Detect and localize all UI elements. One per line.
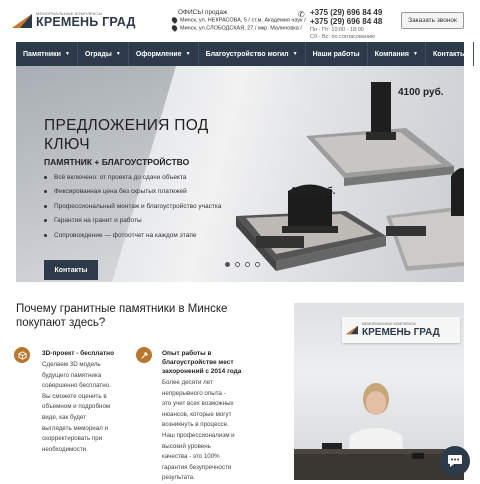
- title-line: благоустройстве мест: [162, 358, 241, 367]
- hero-contacts-button[interactable]: Контакты: [44, 260, 98, 280]
- hero-benefits-list: [44, 170, 221, 243]
- nav-item-decoration[interactable]: Оформление ▼: [129, 42, 199, 66]
- text-line: результата.: [162, 473, 235, 484]
- location-pin-icon: [171, 24, 179, 32]
- text-line: нюансов, которые могут: [162, 410, 235, 421]
- text-line: скорректировать при: [42, 434, 111, 445]
- text-line: непрерывного опыта -: [162, 389, 235, 400]
- why-title-line-2: покупают здесь?: [16, 317, 227, 331]
- text-line: гарантия безупречности: [162, 463, 235, 474]
- chat-button[interactable]: [440, 446, 470, 476]
- phone-2[interactable]: +375 (29) 696 84 48: [310, 17, 382, 26]
- nav-item-fences[interactable]: Ограды ▼: [78, 42, 129, 66]
- location-pin-icon: [171, 16, 179, 24]
- phone-1[interactable]: +375 (29) 696 84 49: [310, 8, 382, 17]
- text-line: виде, как будет: [42, 413, 111, 424]
- chevron-down-icon: ▼: [293, 51, 298, 57]
- text-line: совершенно бесплатно.: [42, 381, 111, 392]
- slider-dot-4[interactable]: [255, 262, 260, 267]
- feature-2-title: [162, 349, 241, 376]
- why-title-line-1: Почему гранитные памятники в Минске: [16, 303, 227, 317]
- chevron-down-icon: ▼: [116, 51, 121, 57]
- nav-item-company[interactable]: Компания ▼: [368, 42, 426, 66]
- phone-icon: ✆: [298, 10, 305, 19]
- text-line: Наш профессионализм и: [162, 431, 235, 442]
- shovel-icon: [136, 347, 152, 363]
- hero-monuments-image: [236, 66, 464, 282]
- search-icon: [474, 50, 480, 59]
- text-line: Более десяти лет: [162, 378, 235, 389]
- text-line: будущего памятника: [42, 371, 111, 382]
- slider-dot-1[interactable]: [225, 262, 230, 267]
- office-photo: [294, 303, 464, 480]
- address-2: Минск, ул.СЛОБОДСКАЯ, 27 / мкр. Малиновка /: [172, 25, 302, 31]
- nav-item-contacts[interactable]: Контакты: [426, 42, 474, 66]
- list-item: Профессиональный монтаж и благоустройство участка: [44, 199, 221, 214]
- feature-2-text: [162, 378, 235, 484]
- cube-icon: [14, 347, 30, 363]
- text-line: возникнуть в процессе.: [162, 420, 235, 431]
- logo-subtitle: МЕМОРИАЛЬНЫЕ КОМПЛЕКСЫ: [36, 11, 102, 16]
- person-image: [294, 303, 464, 480]
- main-nav: [16, 42, 464, 66]
- text-line: Вы сможете оценить в: [42, 392, 111, 403]
- hero-title-line-1: ПРЕДЛОЖЕНИЯ ПОД: [44, 116, 209, 135]
- title-line: Опыт работы в: [162, 349, 241, 358]
- address-1: Минск, ул. НЕКРАСОВА, 5 / ст.м. Академия наук /: [172, 17, 306, 23]
- list-item: Фиксированная цена без скрытых платежей: [44, 185, 221, 200]
- offices-title: ОФИСЫ продаж: [178, 9, 227, 16]
- feature-1-title: 3D-проект - бесплатно: [42, 349, 114, 358]
- chevron-down-icon: ▼: [413, 51, 418, 57]
- price-label-2: 4700 руб.: [290, 186, 336, 197]
- list-item: Гарантия на гранит и работы: [44, 214, 221, 229]
- text-line: Сделаем 3D модель: [42, 360, 111, 371]
- logo-text[interactable]: КРЕМЕНЬ ГРАД: [36, 15, 136, 29]
- text-line: высокий уровень: [162, 442, 235, 453]
- logo-icon[interactable]: [12, 14, 32, 28]
- why-section-title: [16, 303, 227, 330]
- chat-bubble-icon: [447, 454, 463, 468]
- text-line: это учет всех возможных: [162, 399, 235, 410]
- hero-slider: [16, 66, 464, 282]
- photo-sign-text: КРЕМЕНЬ ГРАД: [362, 327, 440, 338]
- hero-title-line-2: КЛЮЧ: [44, 135, 209, 154]
- nav-item-monuments[interactable]: Памятники ▼: [16, 42, 78, 66]
- text-line: качества - это 100%: [162, 452, 235, 463]
- feature-1-text: [42, 360, 111, 455]
- hours-weekdays: Пн - Пт: 10:00 - 18:00: [310, 27, 364, 33]
- hero-title: [44, 116, 209, 154]
- slider-pagination: [225, 262, 260, 267]
- hero-subtitle: ПАМЯТНИК + БЛАГОУСТРОЙСТВО: [44, 157, 189, 167]
- site-header: [0, 0, 480, 40]
- slider-dot-2[interactable]: [235, 262, 240, 267]
- photo-sign-subtitle: МЕМОРИАЛЬНЫЕ КОМПЛЕКСЫ: [362, 322, 416, 326]
- nav-item-works[interactable]: Наши работы: [306, 42, 368, 66]
- list-item: Сопровождение — фотоотчет на каждом этапе: [44, 228, 221, 243]
- nav-item-landscaping[interactable]: Благоустройство могил ▼: [199, 42, 306, 66]
- text-line: необходимости.: [42, 445, 111, 456]
- text-line: объемном и подробном: [42, 402, 111, 413]
- slider-dot-3[interactable]: [245, 262, 250, 267]
- title-line: захоронений с 2014 года: [162, 367, 241, 376]
- list-item: Всё включено: от проекта до сдачи объекта: [44, 170, 221, 185]
- chevron-down-icon: ▼: [65, 51, 70, 57]
- callback-button[interactable]: Заказать звонок: [401, 12, 464, 29]
- hours-weekend: Сб - Вс: по согласованию: [310, 34, 375, 40]
- text-line: выглядеть мемориал и: [42, 424, 111, 435]
- chevron-down-icon: ▼: [186, 51, 191, 57]
- search-button[interactable]: [474, 42, 480, 66]
- price-label-1: 4100 руб.: [398, 87, 444, 98]
